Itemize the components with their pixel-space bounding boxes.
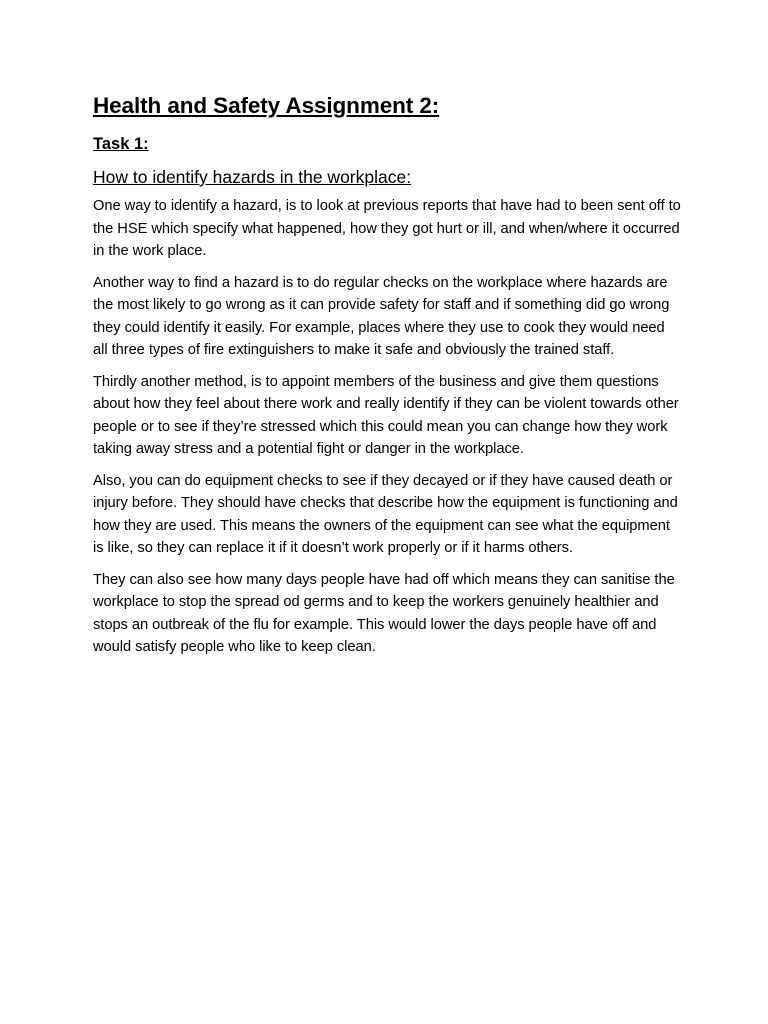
paragraph-3: Thirdly another method, is to appoint members of the business and give them questions about how they feel about there work and really identify if they can be violent towards other people or to see if they’re stressed which this could mean you can change how they work taking away stress and a potential fight or danger in the workplace.	[93, 373, 679, 457]
paragraph-4: Also, you can do equipment checks to see if they decayed or if they have caused death or injury before. They should have checks that describe how the equipment is functioning and how they are used. This means the owners of the equipment can see what the equipment is like, so they can replace it if it doesn’t work properly or if it harms others.	[93, 472, 678, 556]
paragraph-5: They can also see how many days people have had off which means they can sanitise the workplace to stop the spread od germs and to keep the workers genuinely healthier and stops an outbreak of the flu for example. This would lower the days people have off and would satisfy people who like to keep clean.	[93, 571, 675, 655]
document-page	[93, 92, 683, 668]
document-title: Health and Safety Assignment 2:	[93, 93, 440, 118]
paragraph-2: Another way to find a hazard is to do regular checks on the workplace where hazards are the most likely to go wrong as it can provide safety for staff and if something did go wrong they could identify it easily. For example, places where they use to cook they would need all three types of fire extinguishers to make it safe and obviously the trained staff.	[93, 274, 670, 358]
task-heading: Task 1:	[93, 135, 149, 153]
section-heading: How to identify hazards in the workplace:	[93, 167, 412, 187]
paragraph-1: One way to identify a hazard, is to look at previous reports that have had to been sent off to the HSE which specify what happened, how they got hurt or ill, and when/where it occurred in the work place.	[93, 198, 681, 259]
